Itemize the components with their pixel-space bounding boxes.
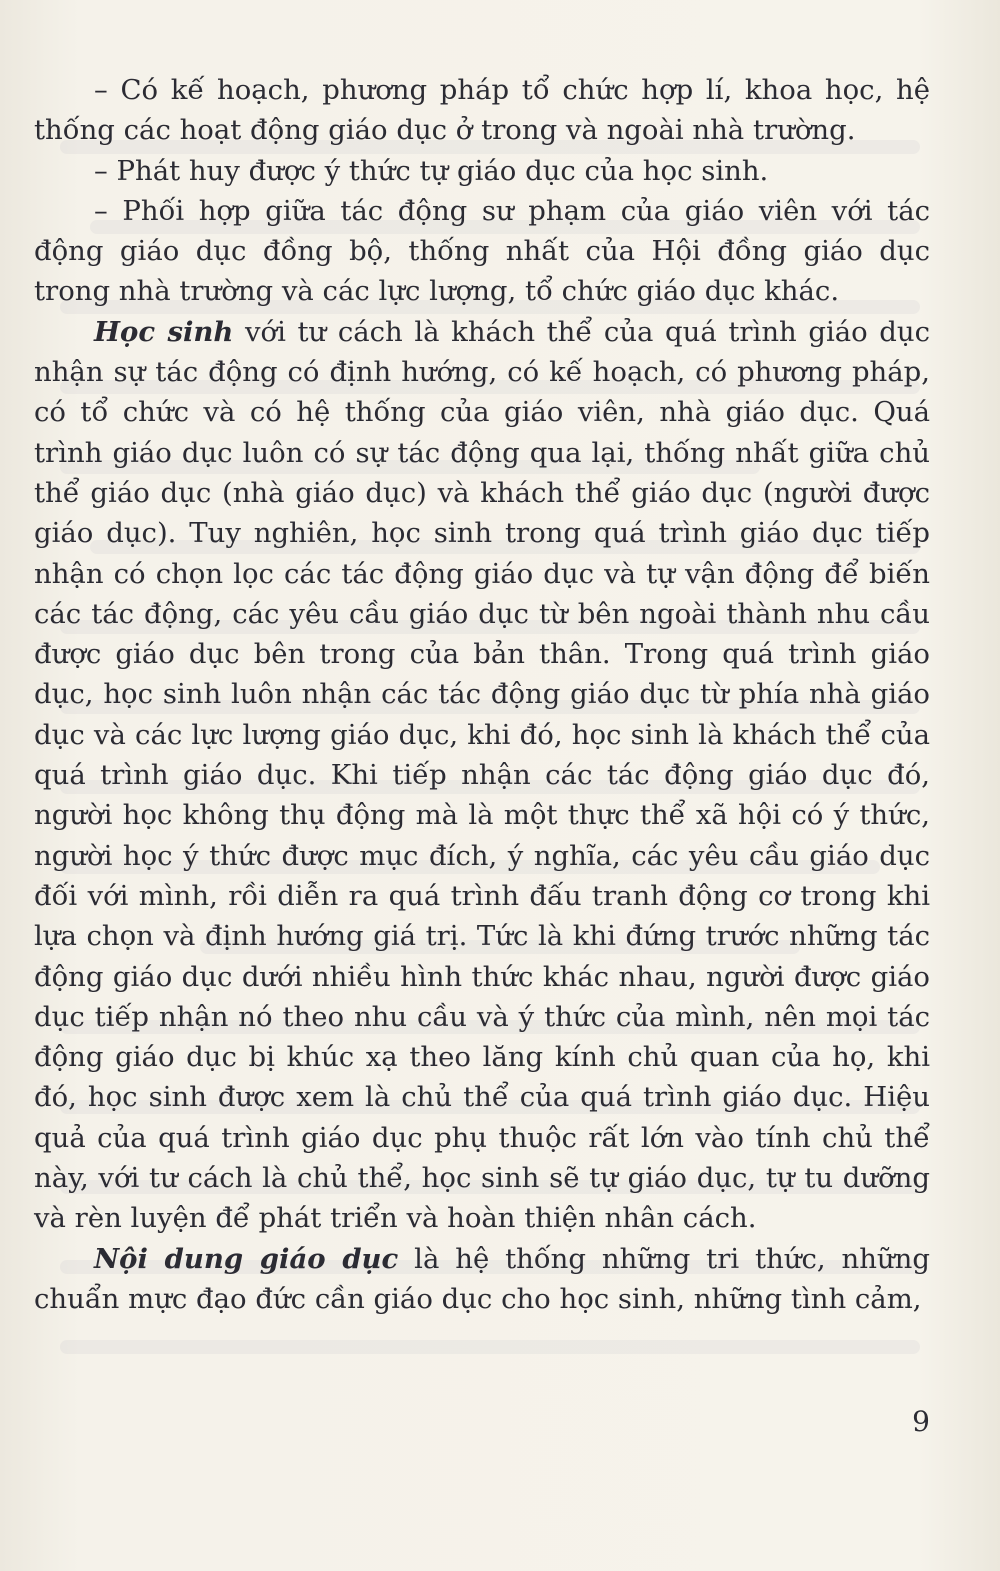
- body-text: [34, 70, 930, 1319]
- paragraph-5-text: là hệ thống những tri thức, những chuẩn mực đạo đức cần giáo dục cho học sinh, những tình cảm,: [34, 1242, 930, 1315]
- paragraph-5: [34, 1239, 930, 1320]
- paragraph-4-text: với tư cách là khách thể của quá trình giáo dục nhận sự tác động có định hướng, có kế hoạch, có phương pháp, có tổ chức và có hệ thống của giáo viên, nhà giáo dục. Quá trình giáo dục luôn có sự tác động qua lại, thống nhất giữa chủ thể giáo dục (nhà giáo dục) và khách thể giáo dục (người được giáo dục). Tuy nghiên, học sinh trong quá trình giáo dục tiếp nhận có chọn lọc các tác động giáo dục và tự vận động để biến các tác động, các yêu cầu giáo dục từ bên ngoài thành nhu cầu được giáo dục bên trong của bản thân. Trong quá trình giáo dục, học sinh luôn nhận các tác động giáo dục từ phía nhà giáo dục và các lực lượng giáo dục, khi đó, học sinh là khách thể của quá trình giáo dục. Khi tiếp nhận các tác động giáo dục đó, người học không thụ động mà là một thực thể xã hội có ý thức, người học ý thức được mục đích, ý nghĩa, các yêu cầu giáo dục đối với mình, rồi diễn ra quá trình đấu tranh động cơ trong khi lựa chọn và định hướng giá trị. Tức là khi đứng trước những tác động giáo dục dưới nhiều hình thức khác nhau, người được giáo dục tiếp nhận nó theo nhu cầu và ý thức của mình, nên mọi tác động giáo dục bị khúc xạ theo lăng kính chủ quan của họ, khi đó, học sinh được xem là chủ thể của quá trình giáo dục. Hiệu quả của quá trình giáo dục phụ thuộc rất lớn vào tính chủ thể này, với tư cách là chủ thể, học sinh sẽ tự giáo dục, tự tu dưỡng và rèn luyện để phát triển và hoàn thiện nhân cách.: [34, 315, 931, 1235]
- paragraph-2: [34, 151, 930, 191]
- page-number: 9: [912, 1405, 930, 1438]
- paragraph-3: [34, 191, 930, 312]
- paragraph-1: [34, 70, 930, 151]
- paragraph-5-lead: Nội dung giáo dục: [94, 1242, 399, 1275]
- paragraph-1-text: – Có kế hoạch, phương pháp tổ chức hợp lí, khoa học, hệ thống các hoạt động giáo dục ở trong và ngoài nhà trường.: [34, 74, 930, 147]
- paragraph-3-text: – Phối hợp giữa tác động sư phạm của giáo viên với tác động giáo dục đồng bộ, thống nhất của Hội đồng giáo dục trong nhà trường và các lực lượng, tổ chức giáo dục khác.: [34, 194, 930, 308]
- paragraph-4: [34, 312, 930, 1239]
- paragraph-2-text: – Phát huy được ý thức tự giáo dục của học sinh.: [94, 154, 769, 187]
- paragraph-4-lead: Học sinh: [94, 315, 234, 348]
